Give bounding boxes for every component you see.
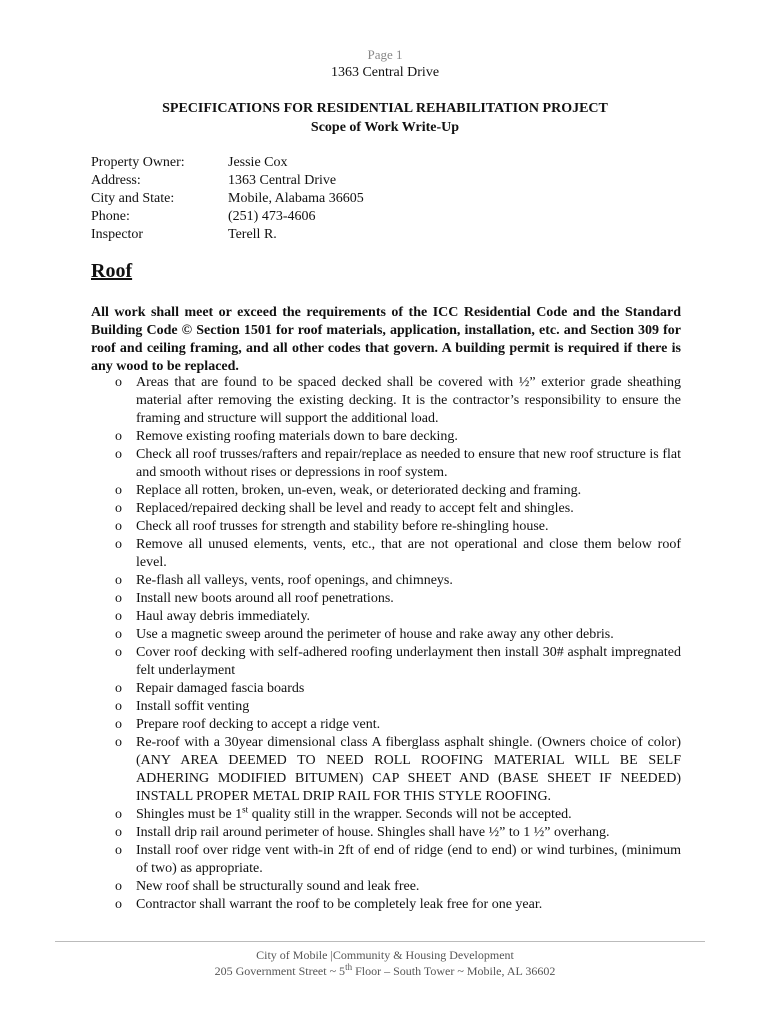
property-info-label: Phone: (91, 209, 130, 224)
property-info-block (91, 154, 364, 244)
list-item-text: Install new boots around all roof penetrations. (136, 591, 394, 606)
bullet-icon: o (115, 843, 122, 858)
bullet-icon: o (115, 717, 122, 732)
bullet-icon: o (115, 681, 122, 696)
list-item-text: Repair damaged fascia boards (136, 681, 305, 696)
footer-address (0, 964, 770, 979)
list-item-text: Re-flash all valleys, vents, roof openings, and chimneys. (136, 573, 453, 588)
footer-organization: City of Mobile |Community & Housing Development (256, 948, 514, 962)
list-item (91, 374, 681, 428)
list-item (91, 878, 681, 896)
bullet-icon: o (115, 483, 122, 498)
property-info-label: Property Owner: (91, 155, 185, 170)
bullet-icon: o (115, 807, 122, 822)
section-intro: All work shall meet or exceed the requirements of the ICC Residential Code and the Standard Building Code © Section 1501 for roof materials, application, installation, etc. and Section 309 for roof and ceiling framing, and all other codes that govern. A building permit is required if there is any wood to be replaced. (91, 305, 681, 374)
list-item-text: Install drip rail around perimeter of house. Shingles shall have ½” to 1 ½” overhang. (136, 825, 610, 840)
bullet-icon: o (115, 375, 122, 390)
bullet-icon: o (115, 429, 122, 444)
list-item (91, 626, 681, 644)
list-item-text: Contractor shall warrant the roof to be completely leak free for one year. (136, 897, 543, 912)
property-info-label: Address: (91, 173, 141, 188)
document-title: SPECIFICATIONS FOR RESIDENTIAL REHABILITATION PROJECT (162, 101, 608, 116)
list-item (91, 806, 681, 824)
footer-address-sup: th (345, 962, 353, 972)
property-info-label: Inspector (91, 227, 144, 242)
property-info-row (91, 226, 364, 244)
footer-address-end: Floor – South Tower ~ Mobile, AL 36602 (352, 964, 556, 978)
bullet-icon: o (115, 825, 122, 840)
list-item-text: Remove existing roofing materials down to bare decking. (136, 429, 458, 444)
list-item (91, 608, 681, 626)
bullet-icon: o (115, 519, 122, 534)
list-item (91, 518, 681, 536)
property-info-row (91, 172, 364, 190)
property-info-label: City and State: (91, 191, 175, 206)
page-number: Page 1 (367, 47, 403, 62)
list-item-text: Check all roof trusses/rafters and repair/replace as needed to ensure that new roof structure is flat and smooth without rises or depressions in roof system. (136, 447, 681, 480)
list-item-text: Areas that are found to be spaced decked shall be covered with ½” exterior grade sheathing material after removing the existing decking. It is the contractor’s responsibility to ensure the framing and structure will support the additional load. (136, 375, 681, 426)
bullet-icon: o (115, 879, 122, 894)
list-item (91, 572, 681, 590)
list-item-text: New roof shall be structurally sound and leak free. (136, 879, 420, 894)
bullet-icon: o (115, 699, 122, 714)
list-item (91, 482, 681, 500)
bullet-icon: o (115, 447, 122, 462)
list-item (91, 590, 681, 608)
list-item-text-post: quality still in the wrapper. Seconds will not be accepted. (248, 807, 572, 822)
footer-divider (55, 941, 705, 942)
document-subtitle: Scope of Work Write-Up (310, 120, 460, 135)
list-item-text: Install soffit venting (136, 699, 250, 714)
bullet-icon: o (115, 573, 122, 588)
property-info-value: Terell R. (228, 227, 277, 242)
property-info-value: Jessie Cox (228, 155, 288, 170)
header-address: 1363 Central Drive (330, 65, 440, 80)
list-item-text-pre: Shingles must be 1 (136, 807, 243, 822)
list-item (91, 698, 681, 716)
list-item (91, 500, 681, 518)
bullet-icon: o (115, 501, 122, 516)
bullet-icon: o (115, 627, 122, 642)
roof-requirements-list (91, 374, 681, 914)
list-item-text: Haul away debris immediately. (136, 609, 311, 624)
bullet-icon: o (115, 609, 122, 624)
property-info-value: 1363 Central Drive (228, 173, 337, 188)
list-item-text-sup: st (242, 804, 249, 815)
list-item-text: Install roof over ridge vent with-in 2ft of end of ridge (end to end) or wind turbines, (minimum of two) as appropriate. (136, 843, 681, 876)
list-item-text: Replace all rotten, broken, un-even, weak, or deteriorated decking and framing. (136, 483, 582, 498)
bullet-icon: o (115, 735, 122, 750)
bullet-icon: o (115, 897, 122, 912)
bullet-icon: o (115, 537, 122, 552)
list-item (91, 644, 681, 680)
list-item (91, 824, 681, 842)
list-item-text: Remove all unused elements, vents, etc., that are not operational and close them below roof level. (136, 537, 681, 570)
list-item (91, 842, 681, 878)
list-item-text: Use a magnetic sweep around the perimeter of house and rake away any other debris. (136, 627, 614, 642)
list-item (91, 734, 681, 806)
section-heading-roof: Roof (91, 260, 133, 282)
property-info-row (91, 154, 364, 172)
list-item-text: Re-roof with a 30year dimensional class A fiberglass asphalt shingle. (Owners choice of color) (ANY AREA DEEMED TO NEED ROLL ROOFING MATERIAL WILL BE SELF ADHERING MODIFIED BITUMEN) CAP SHEET AND (BASE SHEET IF NEEDED) INSTALL PROPER METAL DRIP RAIL FOR THIS STYLE ROOFING. (136, 735, 681, 804)
list-item (91, 680, 681, 698)
list-item (91, 428, 681, 446)
list-item (91, 446, 681, 482)
property-info-row (91, 208, 364, 226)
property-info-value: Mobile, Alabama 36605 (228, 191, 364, 206)
list-item-text: Replaced/repaired decking shall be level and ready to accept felt and shingles. (136, 501, 574, 516)
property-info-value: (251) 473-4606 (228, 209, 316, 224)
list-item-text: Cover roof decking with self-adhered roofing underlayment then install 30# asphalt impregnated felt underlayment (136, 645, 681, 678)
list-item (91, 896, 681, 914)
list-item (91, 536, 681, 572)
list-item-text: Prepare roof decking to accept a ridge vent. (136, 717, 381, 732)
property-info-row (91, 190, 364, 208)
footer-address-start: 205 Government Street ~ 5 (214, 964, 346, 978)
list-item (91, 716, 681, 734)
list-item-text: Check all roof trusses for strength and stability before re-shingling house. (136, 519, 549, 534)
bullet-icon: o (115, 645, 122, 660)
bullet-icon: o (115, 591, 122, 606)
